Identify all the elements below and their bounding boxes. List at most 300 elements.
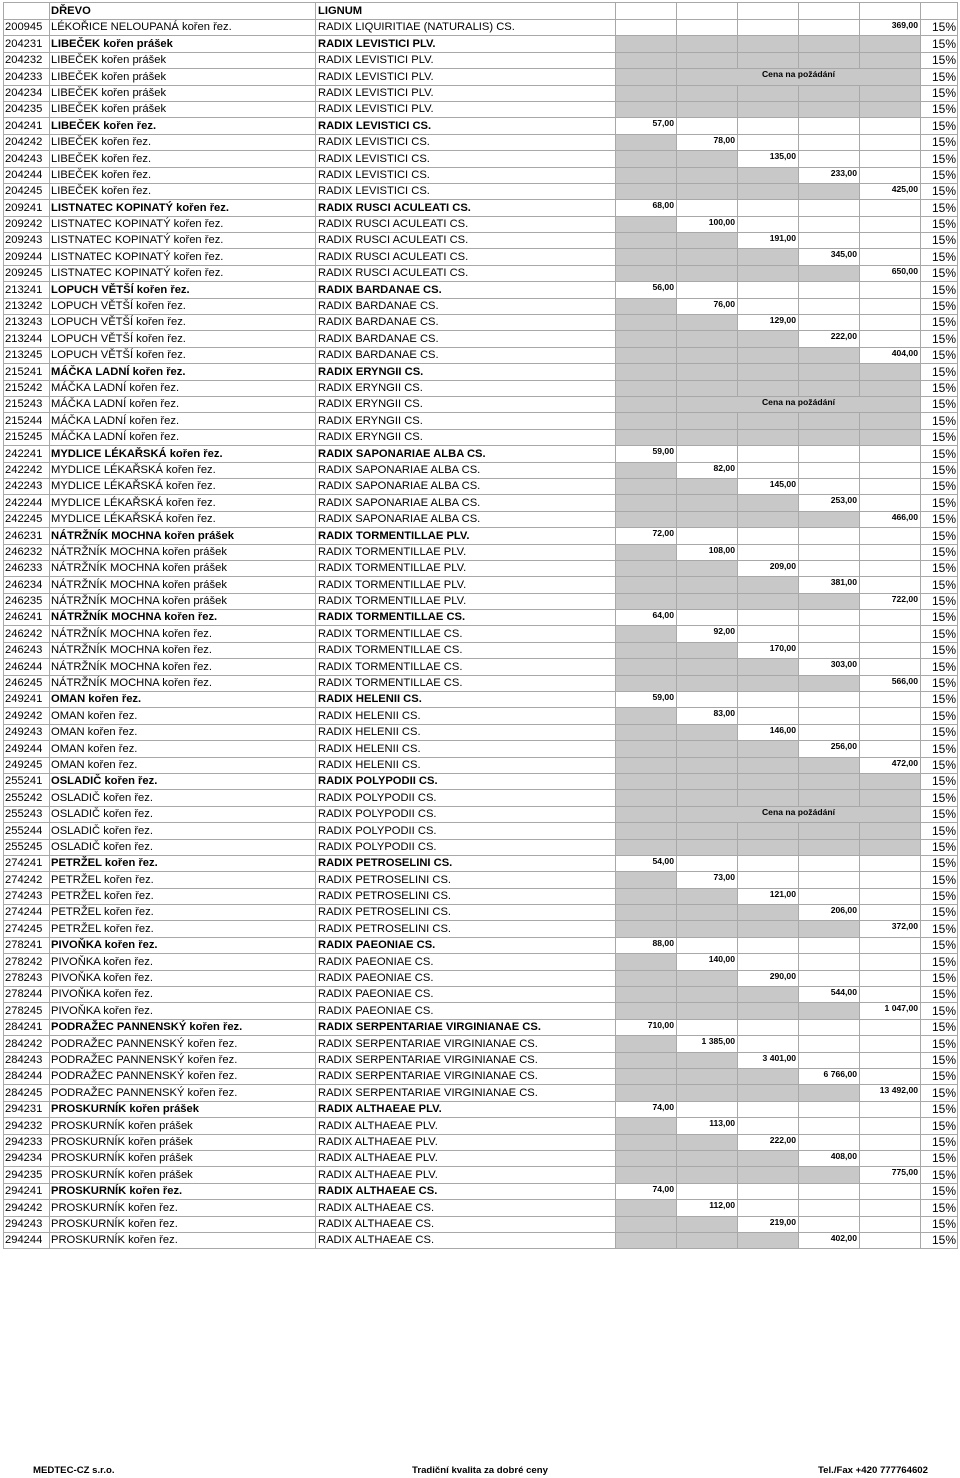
product-code: 246244 [4, 659, 50, 675]
price-cell-empty [738, 921, 799, 937]
vat-rate: 15% [921, 626, 958, 642]
price-value: 146,00 [738, 724, 799, 740]
product-code: 249243 [4, 724, 50, 740]
price-cell-empty [677, 36, 738, 52]
vat-rate: 15% [921, 610, 958, 626]
price-cell-empty [860, 626, 921, 642]
product-latin-name: RADIX ERYNGII CS. [316, 380, 616, 396]
price-cell-empty [860, 544, 921, 560]
price-cell-empty [616, 347, 677, 363]
price-cell-empty [738, 331, 799, 347]
product-latin-name: RADIX BARDANAE CS. [316, 331, 616, 347]
price-cell-empty [616, 413, 677, 429]
product-name: OSLADIČ kořen řez. [50, 806, 316, 822]
price-cell-empty [677, 692, 738, 708]
price-cell-empty [677, 937, 738, 953]
product-latin-name: RADIX LEVISTICI PLV. [316, 52, 616, 68]
product-latin-name: RADIX HELENII CS. [316, 741, 616, 757]
price-cell-empty [616, 478, 677, 494]
product-code: 209244 [4, 249, 50, 265]
price-cell-empty [616, 364, 677, 380]
price-cell-empty [616, 987, 677, 1003]
price-cell-empty [860, 872, 921, 888]
product-latin-name: RADIX SERPENTARIAE VIRGINIANAE CS. [316, 1085, 616, 1101]
product-latin-name: RADIX SAPONARIAE ALBA CS. [316, 462, 616, 478]
price-cell-empty [738, 773, 799, 789]
price-cell-empty [616, 69, 677, 85]
product-code: 274245 [4, 921, 50, 937]
price-cell-empty [799, 757, 860, 773]
price-cell-empty [616, 216, 677, 232]
price-cell-empty [677, 478, 738, 494]
table-row [4, 1167, 958, 1183]
price-value: 113,00 [677, 1118, 738, 1134]
product-name: LIBEČEK kořen prášek [50, 85, 316, 101]
table-row [4, 790, 958, 806]
vat-rate: 15% [921, 1036, 958, 1052]
price-cell-empty [738, 757, 799, 773]
price-value: 466,00 [860, 511, 921, 527]
product-name: NÁTRŽNÍK MOCHNA kořen prášek [50, 560, 316, 576]
product-name: MYDLICE LÉKAŘSKÁ kořen řez. [50, 511, 316, 527]
price-cell-empty [738, 495, 799, 511]
product-latin-name: RADIX LEVISTICI CS. [316, 118, 616, 134]
price-cell-empty [616, 298, 677, 314]
price-cell-empty [677, 282, 738, 298]
table-row [4, 413, 958, 429]
price-cell-empty [677, 364, 738, 380]
price-cell-empty [799, 446, 860, 462]
product-latin-name: RADIX SERPENTARIAE VIRGINIANAE CS. [316, 1052, 616, 1068]
price-cell-empty [616, 1150, 677, 1166]
price-value: 650,00 [860, 265, 921, 281]
price-value: 1 385,00 [677, 1036, 738, 1052]
price-cell-empty [799, 1085, 860, 1101]
table-row [4, 511, 958, 527]
price-cell-empty [677, 610, 738, 626]
product-name: PROSKURNÍK kořen prášek [50, 1118, 316, 1134]
table-row [4, 69, 958, 85]
product-name: OSLADIČ kořen řez. [50, 823, 316, 839]
table-row [4, 987, 958, 1003]
product-code: 255241 [4, 773, 50, 789]
product-name: MÁČKA LADNÍ kořen řez. [50, 380, 316, 396]
price-cell-empty [799, 593, 860, 609]
product-name: LÉKOŘICE NELOUPANÁ kořen řez. [50, 20, 316, 36]
price-cell-empty [860, 577, 921, 593]
price-cell-empty [860, 659, 921, 675]
price-value: 121,00 [738, 888, 799, 904]
product-name: LIBEČEK kořen prášek [50, 101, 316, 117]
vat-rate: 15% [921, 380, 958, 396]
price-cell-empty [860, 36, 921, 52]
price-cell-empty [616, 1118, 677, 1134]
vat-rate: 15% [921, 1069, 958, 1085]
price-cell-empty [860, 1019, 921, 1035]
product-name: NÁTRŽNÍK MOCHNA kořen řez. [50, 610, 316, 626]
price-cell-empty [677, 773, 738, 789]
price-cell-empty [860, 888, 921, 904]
price-cell-empty [860, 1101, 921, 1117]
vat-rate: 15% [921, 1232, 958, 1248]
product-code: 255243 [4, 806, 50, 822]
product-name: LOPUCH VĚTŠÍ kořen řez. [50, 298, 316, 314]
price-cell-empty [677, 1085, 738, 1101]
product-name: NÁTRŽNÍK MOCHNA kořen prášek [50, 577, 316, 593]
product-latin-name: RADIX ALTHAEAE PLV. [316, 1118, 616, 1134]
header-empty [921, 3, 958, 20]
price-cell-empty [860, 413, 921, 429]
price-cell-empty [616, 233, 677, 249]
vat-rate: 15% [921, 1183, 958, 1199]
price-cell-empty [616, 380, 677, 396]
product-code: 209245 [4, 265, 50, 281]
table-row [4, 495, 958, 511]
product-code: 294232 [4, 1118, 50, 1134]
vat-rate: 15% [921, 855, 958, 871]
price-cell-empty [616, 183, 677, 199]
price-value: 170,00 [738, 642, 799, 658]
price-value: 290,00 [738, 970, 799, 986]
price-cell-empty [860, 1232, 921, 1248]
vat-rate: 15% [921, 265, 958, 281]
product-latin-name: RADIX LIQUIRITIAE (NATURALIS) CS. [316, 20, 616, 36]
price-on-request: Cena na požádání [677, 69, 921, 85]
price-cell-empty [860, 987, 921, 1003]
vat-rate: 15% [921, 413, 958, 429]
price-cell-empty [616, 249, 677, 265]
product-latin-name: RADIX PAEONIAE CS. [316, 970, 616, 986]
price-cell-empty [738, 282, 799, 298]
price-cell-empty [799, 52, 860, 68]
price-cell-empty [799, 85, 860, 101]
price-cell-empty [860, 331, 921, 347]
table-row [4, 528, 958, 544]
price-cell-empty [860, 118, 921, 134]
vat-rate: 15% [921, 528, 958, 544]
price-cell-empty [677, 52, 738, 68]
price-cell-empty [738, 249, 799, 265]
table-row [4, 1101, 958, 1117]
product-name: PROSKURNÍK kořen řez. [50, 1200, 316, 1216]
price-cell-empty [616, 265, 677, 281]
vat-rate: 15% [921, 118, 958, 134]
price-cell-empty [799, 937, 860, 953]
vat-rate: 15% [921, 937, 958, 953]
product-name: PIVOŇKA kořen řez. [50, 987, 316, 1003]
table-row [4, 36, 958, 52]
price-value: 404,00 [860, 347, 921, 363]
price-cell-empty [738, 1085, 799, 1101]
product-code: 213244 [4, 331, 50, 347]
product-latin-name: RADIX TORMENTILLAE PLV. [316, 528, 616, 544]
table-row [4, 151, 958, 167]
product-code: 200945 [4, 20, 50, 36]
product-code: 278244 [4, 987, 50, 1003]
vat-rate: 15% [921, 1134, 958, 1150]
price-cell-empty [677, 1150, 738, 1166]
product-name: MÁČKA LADNÍ kořen řez. [50, 413, 316, 429]
product-latin-name: RADIX LEVISTICI PLV. [316, 36, 616, 52]
vat-rate: 15% [921, 1101, 958, 1117]
price-cell-empty [860, 642, 921, 658]
price-cell-empty [860, 1134, 921, 1150]
product-code: 278241 [4, 937, 50, 953]
price-value: 100,00 [677, 216, 738, 232]
price-cell-empty [860, 790, 921, 806]
price-cell-empty [738, 52, 799, 68]
price-cell-empty [677, 1183, 738, 1199]
price-cell-empty [799, 118, 860, 134]
price-value: 82,00 [677, 462, 738, 478]
product-name: PROSKURNÍK kořen prášek [50, 1101, 316, 1117]
header-empty [799, 3, 860, 20]
price-cell-empty [616, 331, 677, 347]
product-latin-name: RADIX HELENII CS. [316, 724, 616, 740]
price-cell-empty [860, 298, 921, 314]
product-code: 255245 [4, 839, 50, 855]
vat-rate: 15% [921, 1200, 958, 1216]
price-cell-empty [616, 396, 677, 412]
price-cell-empty [677, 1167, 738, 1183]
product-latin-name: RADIX ALTHAEAE CS. [316, 1232, 616, 1248]
price-cell-empty [738, 905, 799, 921]
price-cell-empty [616, 659, 677, 675]
price-cell-empty [738, 20, 799, 36]
vat-rate: 15% [921, 282, 958, 298]
table-row [4, 85, 958, 101]
vat-rate: 15% [921, 773, 958, 789]
vat-rate: 15% [921, 396, 958, 412]
price-cell-empty [616, 85, 677, 101]
price-cell-empty [677, 970, 738, 986]
price-cell-empty [616, 101, 677, 117]
vat-rate: 15% [921, 921, 958, 937]
price-cell-empty [677, 233, 738, 249]
price-cell-empty [738, 855, 799, 871]
product-code: 209243 [4, 233, 50, 249]
vat-rate: 15% [921, 593, 958, 609]
product-name: PROSKURNÍK kořen řez. [50, 1183, 316, 1199]
price-cell-empty [677, 249, 738, 265]
product-latin-name: RADIX LEVISTICI PLV. [316, 101, 616, 117]
product-code: 204231 [4, 36, 50, 52]
price-value: 59,00 [616, 692, 677, 708]
price-cell-empty [616, 1003, 677, 1019]
product-name: PETRŽEL kořen řez. [50, 905, 316, 921]
price-cell-empty [799, 675, 860, 691]
price-cell-empty [799, 626, 860, 642]
vat-rate: 15% [921, 347, 958, 363]
price-value: 72,00 [616, 528, 677, 544]
price-cell-empty [860, 823, 921, 839]
product-latin-name: RADIX TORMENTILLAE PLV. [316, 544, 616, 560]
price-value: 369,00 [860, 20, 921, 36]
price-cell-empty [799, 560, 860, 576]
price-cell-empty [860, 839, 921, 855]
vat-rate: 15% [921, 69, 958, 85]
table-row [4, 380, 958, 396]
price-value: 402,00 [799, 1232, 860, 1248]
table-row [4, 626, 958, 642]
product-name: LIBEČEK kořen prášek [50, 69, 316, 85]
price-cell-empty [738, 544, 799, 560]
price-value: 219,00 [738, 1216, 799, 1232]
footer-company: MEDTEC-CZ s.r.o. [33, 1465, 115, 1476]
product-latin-name: RADIX LEVISTICI PLV. [316, 69, 616, 85]
vat-rate: 15% [921, 839, 958, 855]
price-cell-empty [616, 1036, 677, 1052]
vat-rate: 15% [921, 692, 958, 708]
vat-rate: 15% [921, 659, 958, 675]
product-name: PIVOŇKA kořen řez. [50, 954, 316, 970]
price-cell-empty [860, 216, 921, 232]
price-cell-empty [677, 20, 738, 36]
price-cell-empty [677, 183, 738, 199]
product-latin-name: RADIX PETROSELINI CS. [316, 905, 616, 921]
price-value: 13 492,00 [860, 1085, 921, 1101]
price-cell-empty [616, 1052, 677, 1068]
price-cell-empty [677, 1019, 738, 1035]
table-row [4, 1200, 958, 1216]
product-latin-name: RADIX PETROSELINI CS. [316, 921, 616, 937]
table-row [4, 675, 958, 691]
product-name: OSLADIČ kořen řez. [50, 790, 316, 806]
price-cell-empty [799, 298, 860, 314]
price-cell-empty [860, 167, 921, 183]
table-row [4, 1052, 958, 1068]
price-cell-empty [738, 216, 799, 232]
price-cell-empty [799, 20, 860, 36]
product-latin-name: RADIX ALTHAEAE PLV. [316, 1101, 616, 1117]
vat-rate: 15% [921, 905, 958, 921]
table-row [4, 1150, 958, 1166]
product-code: 246243 [4, 642, 50, 658]
table-row [4, 1232, 958, 1248]
product-latin-name: RADIX LEVISTICI CS. [316, 151, 616, 167]
page-footer [0, 1465, 960, 1478]
price-cell-empty [677, 560, 738, 576]
product-name: PETRŽEL kořen řez. [50, 872, 316, 888]
product-name: LISTNATEC KOPINATÝ kořen řez. [50, 265, 316, 281]
price-cell-empty [677, 675, 738, 691]
product-latin-name: RADIX TORMENTILLAE CS. [316, 610, 616, 626]
price-cell-empty [738, 36, 799, 52]
price-value: 345,00 [799, 249, 860, 265]
product-code: 249245 [4, 757, 50, 773]
table-row [4, 1134, 958, 1150]
product-name: LOPUCH VĚTŠÍ kořen řez. [50, 331, 316, 347]
price-cell-empty [799, 1216, 860, 1232]
product-name: LISTNATEC KOPINATÝ kořen řez. [50, 249, 316, 265]
product-name: PIVOŇKA kořen řez. [50, 970, 316, 986]
price-value: 6 766,00 [799, 1069, 860, 1085]
price-cell-empty [799, 151, 860, 167]
table-row [4, 315, 958, 331]
price-value: 129,00 [738, 315, 799, 331]
price-cell-empty [677, 446, 738, 462]
vat-rate: 15% [921, 872, 958, 888]
vat-rate: 15% [921, 1003, 958, 1019]
vat-rate: 15% [921, 216, 958, 232]
product-name: LOPUCH VĚTŠÍ kořen řez. [50, 282, 316, 298]
price-cell-empty [799, 101, 860, 117]
product-latin-name: RADIX ALTHAEAE PLV. [316, 1167, 616, 1183]
product-latin-name: RADIX HELENII CS. [316, 757, 616, 773]
table-row [4, 216, 958, 232]
price-cell-empty [799, 315, 860, 331]
price-cell-empty [616, 560, 677, 576]
price-value: 57,00 [616, 118, 677, 134]
price-cell-empty [677, 839, 738, 855]
price-cell-empty [616, 1134, 677, 1150]
price-cell-empty [616, 954, 677, 970]
price-cell-empty [799, 708, 860, 724]
price-cell-empty [616, 544, 677, 560]
vat-rate: 15% [921, 1019, 958, 1035]
vat-rate: 15% [921, 790, 958, 806]
vat-rate: 15% [921, 675, 958, 691]
price-cell-empty [738, 380, 799, 396]
vat-rate: 15% [921, 364, 958, 380]
product-name: PETRŽEL kořen řez. [50, 855, 316, 871]
price-cell-empty [677, 118, 738, 134]
table-row [4, 560, 958, 576]
product-code: 246232 [4, 544, 50, 560]
vat-rate: 15% [921, 20, 958, 36]
price-cell-empty [860, 1216, 921, 1232]
price-cell-empty [677, 1216, 738, 1232]
price-value: 3 401,00 [738, 1052, 799, 1068]
table-row [4, 282, 958, 298]
product-name: LIBEČEK kořen prášek [50, 52, 316, 68]
price-cell-empty [860, 85, 921, 101]
product-name: LISTNATEC KOPINATÝ kořen řez. [50, 216, 316, 232]
product-latin-name: RADIX PAEONIAE CS. [316, 1003, 616, 1019]
product-latin-name: RADIX ALTHAEAE CS. [316, 1216, 616, 1232]
price-cell-empty [677, 413, 738, 429]
price-cell-empty [799, 724, 860, 740]
product-code: 274241 [4, 855, 50, 871]
price-cell-empty [799, 888, 860, 904]
product-name: LIBEČEK kořen řez. [50, 118, 316, 134]
product-code: 246234 [4, 577, 50, 593]
table-row [4, 757, 958, 773]
product-code: 274244 [4, 905, 50, 921]
product-code: 294231 [4, 1101, 50, 1117]
header-empty [738, 3, 799, 20]
vat-rate: 15% [921, 151, 958, 167]
vat-rate: 15% [921, 560, 958, 576]
price-cell-empty [799, 544, 860, 560]
product-code: 215243 [4, 396, 50, 412]
price-cell-empty [738, 183, 799, 199]
product-code: 255244 [4, 823, 50, 839]
product-latin-name: RADIX SERPENTARIAE VIRGINIANAE CS. [316, 1036, 616, 1052]
price-cell-empty [799, 282, 860, 298]
product-code: 204233 [4, 69, 50, 85]
price-cell-empty [738, 1101, 799, 1117]
price-cell-empty [738, 118, 799, 134]
vat-rate: 15% [921, 724, 958, 740]
product-name: OSLADIČ kořen řez. [50, 773, 316, 789]
table-row [4, 823, 958, 839]
price-cell-empty [738, 790, 799, 806]
product-code: 284241 [4, 1019, 50, 1035]
vat-rate: 15% [921, 1085, 958, 1101]
product-latin-name: RADIX SAPONARIAE ALBA CS. [316, 495, 616, 511]
price-cell-empty [677, 790, 738, 806]
